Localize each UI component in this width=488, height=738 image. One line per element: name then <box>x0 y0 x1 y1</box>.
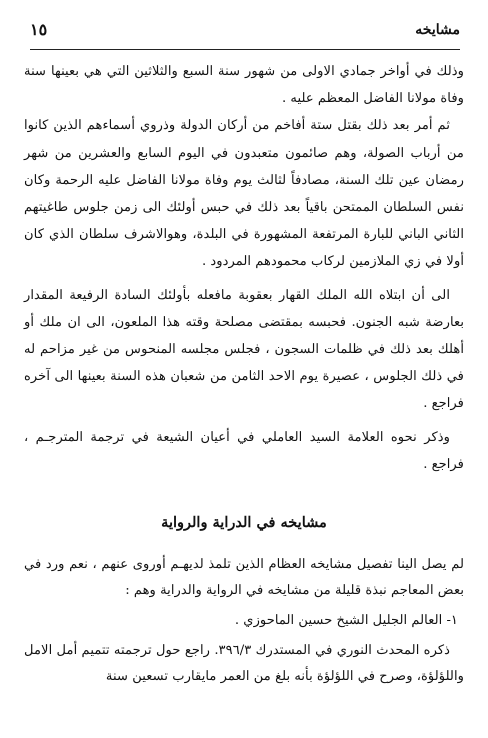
body-text <box>24 58 464 484</box>
paragraph: ذكره المحدث النوري في المستدرك ٣٩٦/٣. راجع حول ترجمته تتميم أمل الامل واللؤلؤة، وصرح في اللؤلؤة بأنه بلغ من العمر مايقارب تسعين سنة <box>24 643 464 684</box>
paragraph: وذكر نحوه العلامة السيد العاملي في أعيان الشيعة في ترجمة المترجـم ، فراجع . <box>24 429 464 472</box>
list-item: ١- العالم الجليل الشيخ حسين الماحوزي . <box>234 613 458 628</box>
section-body <box>24 552 464 694</box>
running-head <box>30 18 460 46</box>
paragraph: الى أن ابتلاه الله الملك القهار بعقوبة مافعله بأولئك السادة الرفيعة المقدار بعارضة شبه الجنون. فحبسه بمقتضى مصلحة وقته هذا الملعون، الى ان ملك أو أهلك بعد ذلك في ظلمات السجون ، فجلس مجلسه المنحوس من غير مزاحم له في ذلك الجلوس ، عصيرة يوم الاحد الثامن من شعبان هذه السنة بعينها الى آخره فراجع . <box>24 287 464 412</box>
page-number: ١٥ <box>30 20 48 39</box>
paragraph: لم يصل الينا تفصيل مشايخه العظام الذين تلمذ لديهـم أوروى عنهم ، نعم ورد في بعض المعاجم نبذة قليلة من مشايخه في الرواية والدراية وهم : <box>24 557 464 598</box>
header-rule <box>30 49 460 50</box>
paragraph: ثم أمر بعد ذلك بقتل ستة أفاخم من أركان الدولة وذروي أسماءهم الذين كانوا من أرباب الصولة، وهم صائمون متعبدون في اليوم السابع والعشرين من شهر رمضان عين تلك السنة، مصادفاً لثالث يوم وفاة مولانا الفاضل عليه الرحمة وكان نفس السلطان الممتحن باقياً بعد ذلك في حبس أولئك الى زمن جلوس طاغيتهم الثاني الباني للبارة المرتفعة المشهورة في البلدة، وهوالاشرف سلطان الذي كان أولا في زي الملازمين لركاب محمودهم المردود . <box>24 118 464 270</box>
running-head-title: مشايخه <box>415 22 460 38</box>
section-heading: مشايخه في الدراية والرواية <box>161 514 327 531</box>
paragraph: وذلك في أواخر جمادي الاولى من شهور سنة السبع والثلاثين التي هي بعينها سنة وفاة مولانا الفاضل المعظم عليه . <box>24 64 464 107</box>
